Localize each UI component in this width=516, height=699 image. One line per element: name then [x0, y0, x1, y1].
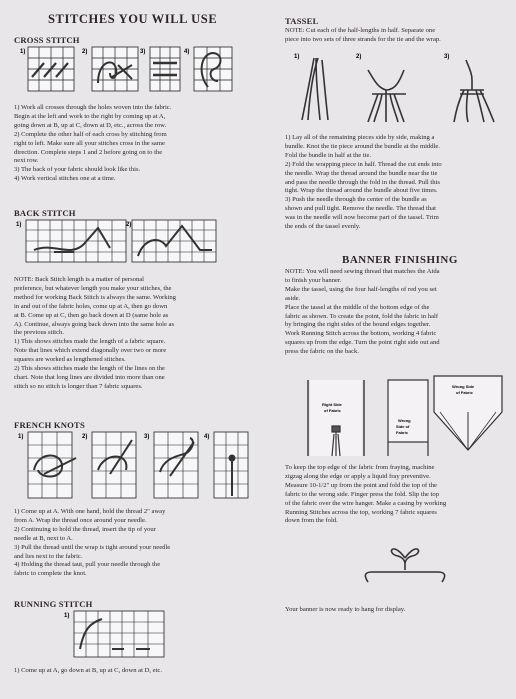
french-diagram-1: [28, 432, 76, 498]
banner-text-a: NOTE: You will need sewing thread that matches the Aida to finish your banner. Make the tassel, using the four half-lengths of red you set aside. Place the tassel at the middle of the bottom edge of the fabric as shown. To create the point, fold the fabric in half by bringing the right sides of the bound edges together. Work Running Stitch across the bottom, working 4 fabric squares up from the edge. Turn the point right side out and press the fabric on the back.: [285, 268, 440, 356]
french-diagram-4: [214, 432, 248, 498]
label-wrong-side-1: Wrong: [398, 418, 411, 423]
tassel-diagrams: [288, 50, 504, 126]
back-stitch-diagrams: [14, 218, 254, 268]
french-knot-diagrams: [14, 430, 254, 502]
page-title: STITCHES YOU WILL USE: [48, 12, 218, 26]
tassel-diagram-3: [454, 60, 494, 122]
wire-hanger-illustration: [350, 538, 460, 588]
french-step-num-2: 2): [82, 434, 88, 440]
back-stitch-heading: BACK STITCH: [14, 208, 76, 218]
back-step-num-2: 2): [126, 222, 132, 228]
cross-stitch-text: 1) Work all crosses through the holes woven into the fabric. Begin at the left and work to the right by coming up at A, going down at B, up at C, down at D, etc., across the row. 2) Complete the other half of each cross by stitching from right to left. Make sure all your stitches cross in the same direction. Complete steps 1 and 2 before going on to the next row. 3) The back of your fabric should look like this. 4) Work vertical stitches one at a time.: [14, 104, 172, 183]
french-step-num-1: 1): [18, 434, 24, 440]
french-step-num-4: 4): [204, 434, 210, 440]
cross-diagram-4: [194, 47, 232, 91]
french-diagram-3: [154, 432, 198, 498]
back-diagram-2: [132, 220, 216, 262]
tassel-note: NOTE: Cut each of the half-lengths in half. Separate one piece into two sets of three strands for the tie and the wrap.: [285, 27, 441, 43]
tassel-step-num-1: 1): [294, 54, 300, 60]
back-step-num-1: 1): [16, 222, 22, 228]
label-wrong-side-3: Fabric: [396, 430, 409, 435]
banner-text-b: To keep the top edge of the fabric from fraying, machine zigzag along the edge or apply a liquid fray preventive. Measure 10-1/2" up from the point and fold the top of the fabric to the wrong side. Finger press the fold. Slip the top of the fabric over the wire hanger. Make a casing by working Running Stitches across the top, working 7 fabric squares down from the fold.: [285, 464, 447, 525]
cross-diagram-2: [92, 47, 138, 91]
banner-final-text: Your banner is now ready to hang for display.: [285, 606, 406, 613]
running-stitch-text: 1) Come up at A, go down at B, up at C, down at D, etc.: [14, 667, 162, 674]
french-knots-text: 1) Come up at A. With one hand, hold the thread 2" away from A. Wrap the thread once around your needle. 2) Continuing to hold the thread, insert the tip of your needle at B, next to A. 3) Pull the thread until the wrap is tight around your needle and lies next to the fabric. 4) Holding the thread taut, pull your needle through the fabric to complete the knot.: [14, 508, 171, 578]
tassel-diagram-2: [368, 70, 406, 122]
cross-stitch-heading: CROSS STITCH: [14, 35, 80, 45]
running-step-num-1: 1): [64, 613, 70, 619]
back-diagram-1: [26, 220, 126, 262]
back-stitch-text: NOTE: Back Stitch length is a matter of personal preference, but whatever length you make your stitches, the method for working Back Stitch is always the same. Working in and out of the fabric holes, come up at A, then go down at B. Come up at C, then go back down at D (same hole as A). Continue, always going back down into the same hole as the previous stitch. 1) This shows stitches made the length of a fabric square. Note that lines which extend diagonally over two or more squares are worked as lengthened stitches. 2) This shows stitches made the length of the lines on the chart. Note that long lines are divided into more than one stitch so no stitch is longer than 7 fabric squares.: [14, 276, 176, 390]
banner-panel-wrong-side: [388, 380, 428, 456]
tassel-step-num-2: 2): [356, 54, 362, 60]
cross-step-num-2: 2): [82, 49, 88, 55]
banner-fold-diagrams: [290, 372, 510, 460]
french-diagram-2: [92, 432, 136, 498]
label-wrong-side-fabric-2: of Fabric: [456, 390, 473, 395]
french-knots-heading: FRENCH KNOTS: [14, 420, 85, 430]
running-stitch-diagram: [60, 609, 200, 661]
cross-stitch-diagrams: [14, 45, 244, 97]
cross-step-num-3: 3): [140, 49, 146, 55]
label-right-side-2: of Fabric: [324, 408, 341, 413]
label-right-side-1: Right Side: [322, 402, 342, 407]
banner-finishing-heading: BANNER FINISHING: [342, 254, 458, 266]
cross-diagram-1: [28, 47, 74, 91]
tassel-diagram-1: [302, 58, 328, 120]
tassel-text: 1) Lay all of the remaining pieces side by side, making a bundle. Knot the tie piece around the bundle at the middle. Fold the bundle in half at the tie. 2) Fold the wrapping piece in half. Thread the cut ends into the needle. Wrap the thread around the bundle near the tie and pass the needle through the fold in the thread. Pull this tight. Wrap the thread around the bundle about five times. 3) Push the needle through the center of the bundle as shown and pull tight. Remove the needle. The thread that was in the needle will now become part of the tassel. Trim the ends of the tassel evenly.: [285, 134, 442, 231]
banner-panel-point: [434, 376, 502, 450]
tassel-step-num-3: 3): [444, 54, 450, 60]
cross-step-num-1: 1): [20, 49, 26, 55]
banner-panel-right-side: [308, 380, 364, 456]
cross-diagram-3: [150, 47, 180, 91]
tassel-heading: TASSEL: [285, 16, 319, 26]
label-wrong-side-2: Side of: [396, 424, 410, 429]
running-stitch-heading: RUNNING STITCH: [14, 599, 93, 609]
french-step-num-3: 3): [144, 434, 150, 440]
cross-step-num-4: 4): [184, 49, 190, 55]
label-wrong-side-fabric-1: Wrong Side: [452, 384, 475, 389]
